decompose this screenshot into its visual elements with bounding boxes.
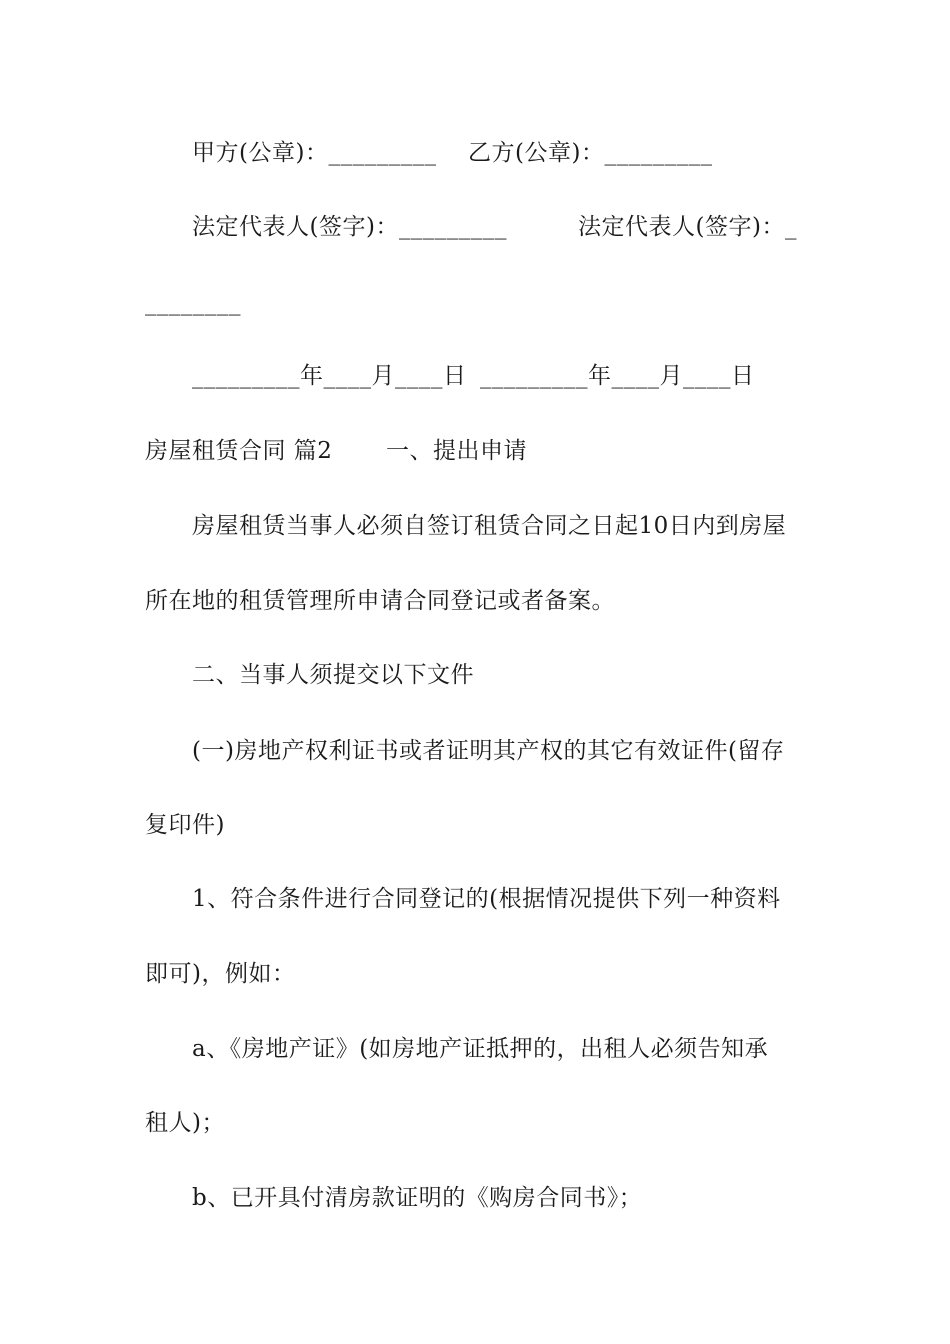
paragraph-5-line-1: a、《房地产证》(如房地产证抵押的，出租人必须告知承 — [192, 1036, 769, 1062]
party-b-seal-line: 乙方(公章)：_________ — [468, 140, 713, 166]
paragraph-4-line-1: 1、符合条件进行合同登记的(根据情况提供下列一种资料 — [192, 886, 781, 912]
step-one-heading: 一、提出申请 — [386, 438, 527, 464]
date-line-a: _________年____月____日 — [192, 363, 467, 389]
paragraph-1-line-1: 房屋租赁当事人必须自签订租赁合同之日起10日内到房屋 — [192, 513, 787, 539]
paragraph-3-line-1: (一)房地产权利证书或者证明其产权的其它有效证件(留存 — [192, 738, 785, 764]
paragraph-3-line-2: 复印件) — [145, 812, 225, 838]
legal-rep-b-line: 法定代表人(签字)：_ — [578, 214, 797, 240]
paragraph-5-line-2: 租人)； — [145, 1110, 225, 1136]
section-title: 房屋租赁合同 篇2 — [145, 438, 333, 464]
paragraph-6: b、已开具付清房款证明的《购房合同书》； — [192, 1185, 643, 1211]
legal-rep-b-continuation: ________ — [145, 290, 241, 316]
legal-rep-a-line: 法定代表人(签字)：_________ — [192, 214, 507, 240]
date-line-b: _________年____月____日 — [480, 363, 755, 389]
paragraph-4-line-2: 即可)，例如： — [145, 961, 296, 987]
paragraph-1-line-2: 所在地的租赁管理所申请合同登记或者备案。 — [145, 588, 615, 614]
paragraph-2: 二、当事人须提交以下文件 — [192, 662, 474, 688]
party-a-seal-line: 甲方(公章)：_________ — [192, 140, 437, 166]
